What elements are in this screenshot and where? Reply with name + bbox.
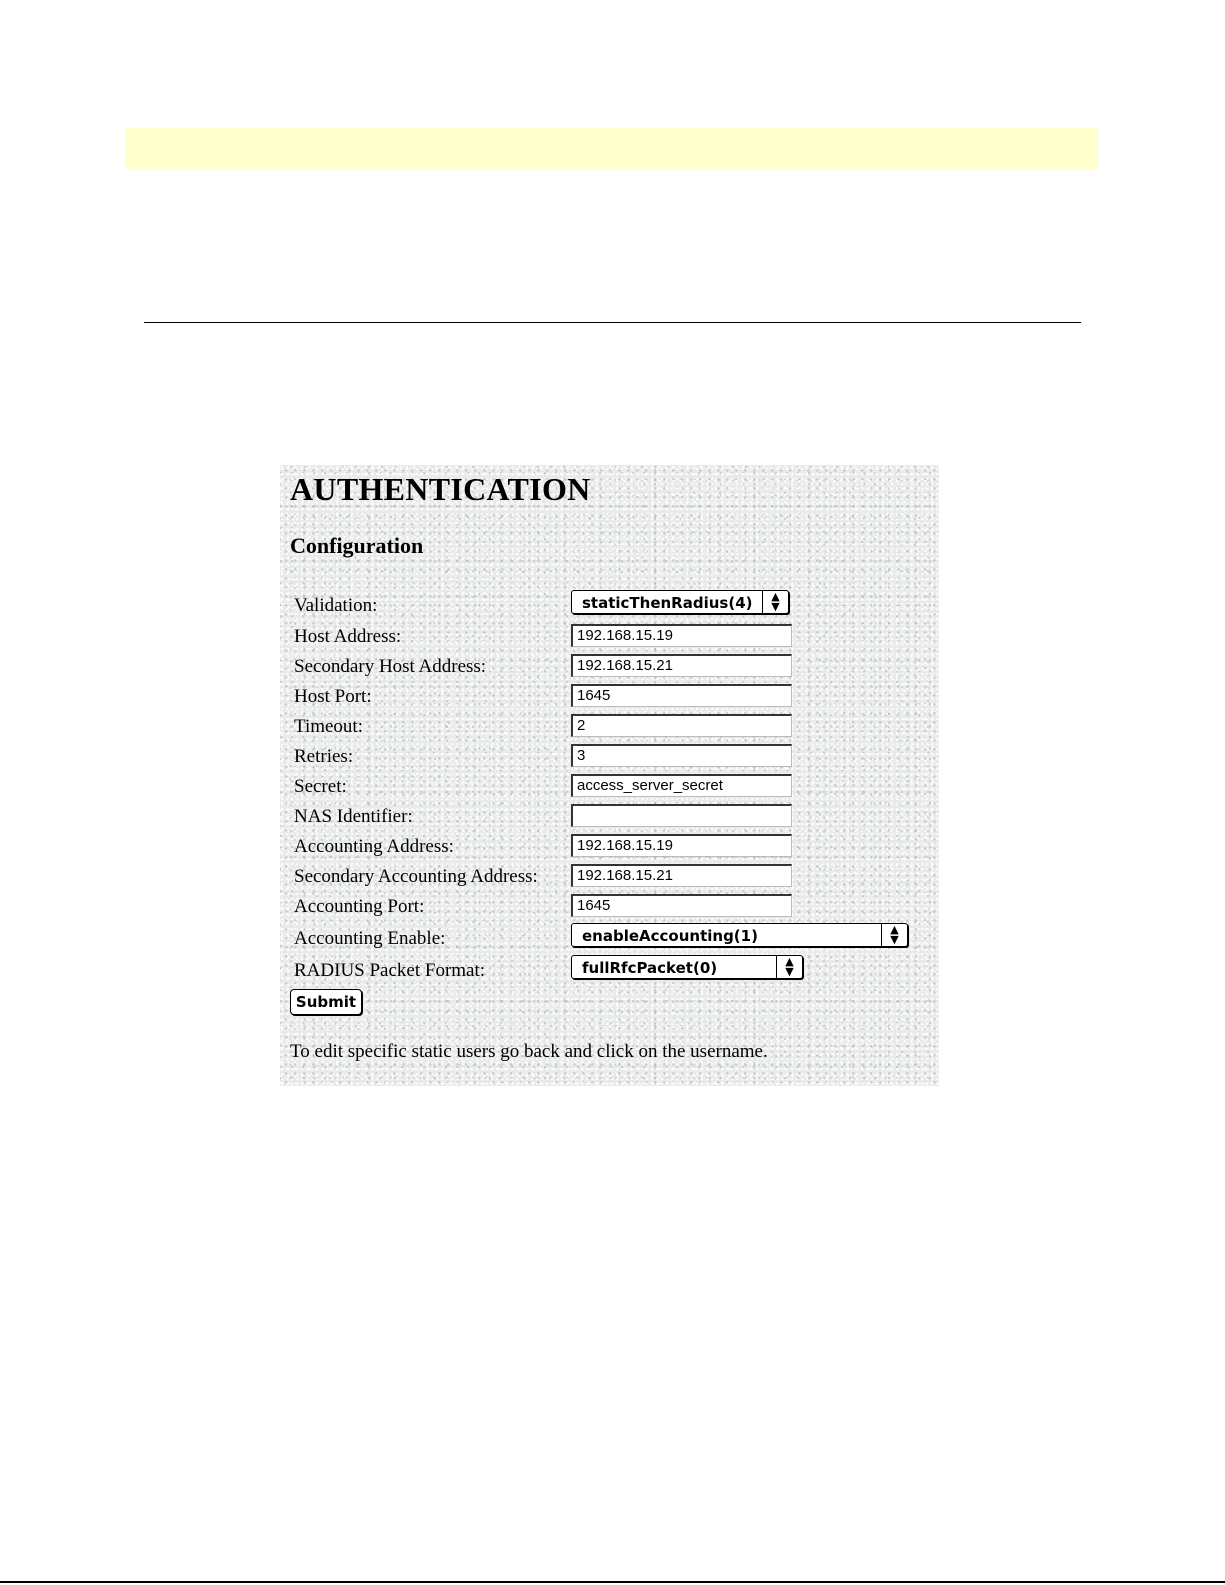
secondary-accounting-address-row: [280, 864, 939, 894]
accounting-address-label: Accounting Address:: [294, 836, 454, 857]
page-bottom-rule: [0, 1581, 1225, 1583]
page-title: AUTHENTICATION: [290, 471, 591, 507]
validation-row: [280, 590, 939, 623]
secret-row: [280, 774, 939, 804]
host-address-label: Host Address:: [294, 626, 402, 647]
horizontal-divider: [144, 322, 1081, 323]
retries-label: Retries:: [294, 746, 354, 767]
host-address-row: [280, 624, 939, 654]
host-port-input[interactable]: 1645: [571, 684, 792, 707]
host-port-label: Host Port:: [294, 686, 372, 707]
secondary-accounting-address-label: Secondary Accounting Address:: [294, 866, 538, 887]
submit-button[interactable]: Submit: [290, 989, 362, 1015]
secret-input[interactable]: access_server_secret: [571, 774, 792, 797]
accounting-enable-label: Accounting Enable:: [294, 928, 446, 949]
chevron-up-down-icon: ▲ ▼: [881, 924, 907, 946]
secondary-host-address-input[interactable]: 192.168.15.21: [571, 654, 792, 677]
radius-packet-format-label: RADIUS Packet Format:: [294, 960, 486, 981]
accounting-enable-row: [280, 923, 939, 956]
nas-identifier-label: NAS Identifier:: [294, 806, 413, 827]
accounting-address-row: [280, 834, 939, 864]
validation-select-value: staticThenRadius(4): [582, 594, 753, 612]
accounting-port-input[interactable]: 1645: [571, 894, 792, 917]
host-address-input[interactable]: 192.168.15.19: [571, 624, 792, 647]
accounting-port-row: [280, 894, 939, 924]
host-port-row: [280, 684, 939, 714]
validation-label: Validation:: [294, 595, 378, 616]
retries-row: [280, 744, 939, 774]
timeout-input[interactable]: 2: [571, 714, 792, 737]
secondary-accounting-address-input[interactable]: 192.168.15.21: [571, 864, 792, 887]
accounting-address-input[interactable]: 192.168.15.19: [571, 834, 792, 857]
accounting-port-label: Accounting Port:: [294, 896, 425, 917]
timeout-row: [280, 714, 939, 744]
chevron-up-down-icon: ▲ ▼: [762, 591, 788, 613]
nas-identifier-input[interactable]: [571, 804, 792, 827]
radius-packet-format-select-value: fullRfcPacket(0): [582, 959, 718, 977]
accounting-enable-select-value: enableAccounting(1): [582, 927, 758, 945]
header-band: [126, 128, 1098, 170]
radius-packet-format-row: [280, 955, 939, 988]
secret-label: Secret:: [294, 776, 347, 797]
radius-packet-format-select[interactable]: [571, 955, 803, 979]
chevron-up-down-icon: ▲ ▼: [776, 956, 802, 978]
timeout-label: Timeout:: [294, 716, 363, 737]
secondary-host-address-row: [280, 654, 939, 684]
instruction-note: To edit specific static users go back and click on the username.: [290, 1041, 768, 1062]
section-title: Configuration: [290, 533, 424, 558]
retries-input[interactable]: 3: [571, 744, 792, 767]
authentication-panel: [280, 465, 939, 1086]
accounting-enable-select[interactable]: [571, 923, 908, 947]
nas-identifier-row: [280, 804, 939, 834]
secondary-host-address-label: Secondary Host Address:: [294, 656, 487, 677]
validation-select[interactable]: [571, 590, 789, 614]
